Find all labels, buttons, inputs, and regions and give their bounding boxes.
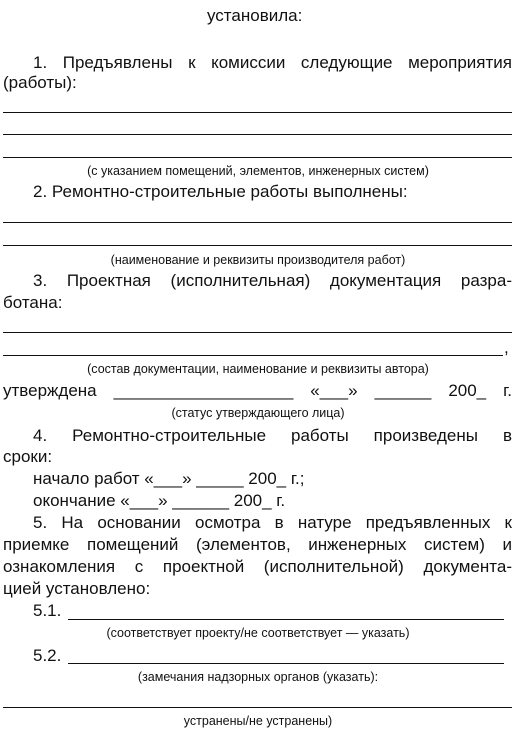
item5-line1: 5. На основании осмотра в натуре предъявленных к xyxy=(33,513,512,532)
item5-line4: цией установлено: xyxy=(3,579,151,598)
item2-line1: 2. Ремонтно-строительные работы выполнены: xyxy=(33,182,408,201)
item5-sub1-caption: (соответствует проекту/не соответствует — указать) xyxy=(106,626,410,640)
item5-sub2-label: 5.2. xyxy=(33,646,62,665)
item1-caption: (с указанием помещений, элементов, инженерных систем) xyxy=(87,164,429,178)
item5-sub2-blank-line[interactable] xyxy=(68,663,504,664)
item5-sub1-blank-line[interactable] xyxy=(68,619,504,620)
item5-remarks-blank-line[interactable] xyxy=(3,707,512,708)
item5-final-caption: устранены/не устранены) xyxy=(183,714,333,728)
item5-sub2-caption: (замечания надзорных органов (указать): xyxy=(137,670,379,684)
item4-start-date[interactable]: начало работ «___» _____ 200_ г.; xyxy=(33,469,305,488)
item4-end-date[interactable]: окончание «___» ______ 200_ г. xyxy=(33,491,286,510)
item3-blank-line-1[interactable] xyxy=(3,332,512,333)
item3-approved-caption: (статус утверждающего лица) xyxy=(171,406,345,420)
item3-comma: , xyxy=(504,338,509,357)
item5-line3: ознакомления с проектной (исполнительной) документа- xyxy=(3,557,512,576)
item3-caption: (состав документации, наименование и реквизиты автора) xyxy=(87,362,429,376)
item1-line1: 1. Предъявлены к комиссии следующие мероприятия xyxy=(33,53,512,72)
item3-blank-line-2[interactable] xyxy=(3,355,503,356)
item2-caption: (наименование и реквизиты производителя работ) xyxy=(110,253,406,267)
item3-line1: 3. Проектная (исполнительная) документация разра- xyxy=(33,271,512,290)
item2-blank-line-1[interactable] xyxy=(3,222,512,223)
item1-blank-line-3[interactable] xyxy=(3,157,512,158)
item3-approved-line[interactable]: утверждена ___________________ «___» ______ 200_ г. xyxy=(3,381,512,400)
item1-blank-line-1[interactable] xyxy=(3,112,512,113)
item2-blank-line-2[interactable] xyxy=(3,245,512,246)
heading: установила: xyxy=(207,6,303,25)
item1-blank-line-2[interactable] xyxy=(3,134,512,135)
item4-line1: 4. Ремонтно-строительные работы произведены в xyxy=(33,426,512,445)
item4-line2: сроки: xyxy=(3,447,53,466)
item1-line2: (работы): xyxy=(3,73,77,92)
item5-sub1-label: 5.1. xyxy=(33,601,62,620)
item5-line2: приемке помещений (элементов, инженерных систем) и xyxy=(3,535,512,554)
item3-line2: ботана: xyxy=(3,293,63,312)
